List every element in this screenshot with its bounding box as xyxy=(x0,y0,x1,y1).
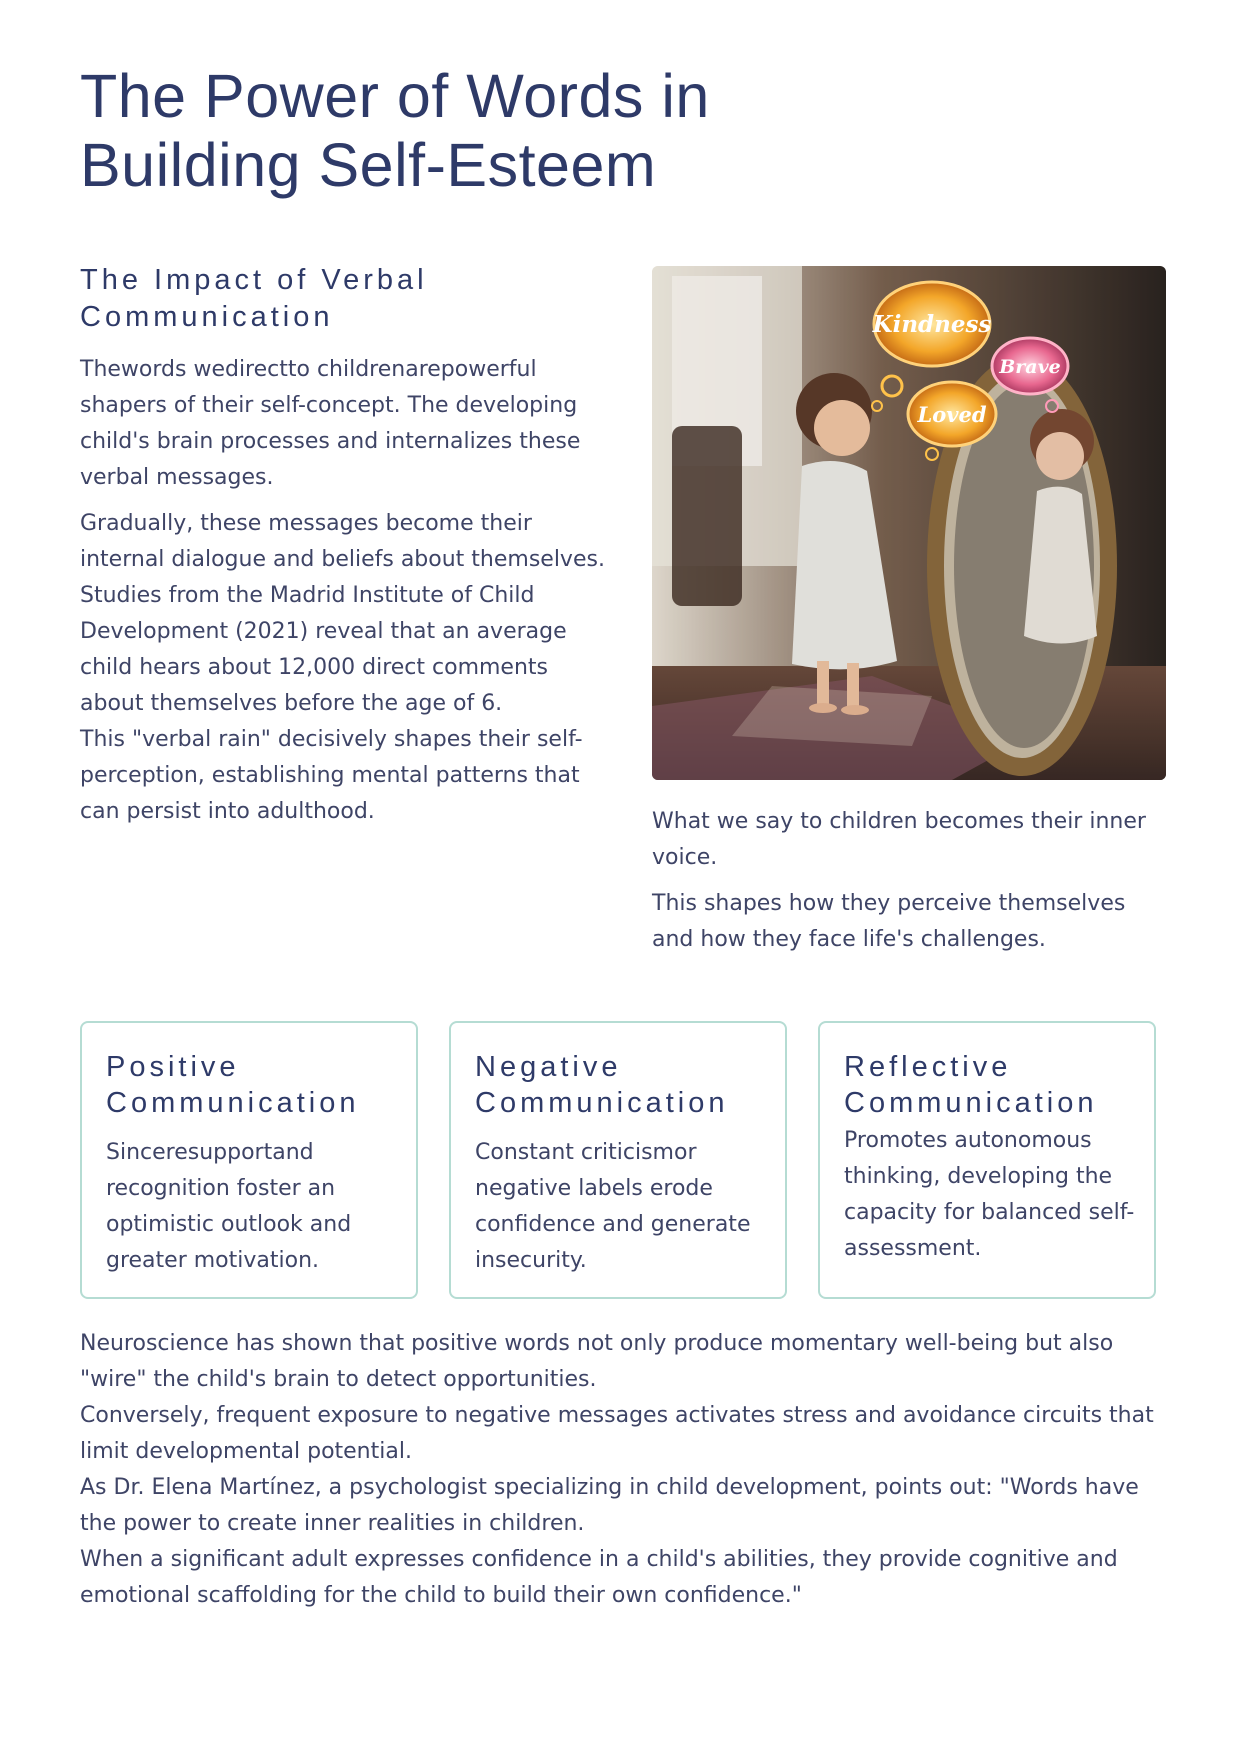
card-title-line-2: Communication xyxy=(844,1087,1098,1119)
intro-paragraph-3: This "verbal rain" decisively shapes their self-perception, establishing mental patterns that can persist into adulthood. xyxy=(80,727,583,824)
caption-paragraph-2: This shapes how they perceive themselves and how they face life's challenges. xyxy=(652,891,1126,952)
card-title-line-2: Communication xyxy=(106,1087,360,1119)
section-heading-line-1: The Impact of Verbal xyxy=(80,264,428,296)
card-text: Promotes autonomous thinking, developing the capacity for balanced self-assessment. xyxy=(844,1128,1135,1261)
card-title-line-1: Reflective xyxy=(844,1051,1012,1083)
bubble-loved: Loved xyxy=(917,402,987,427)
caption-paragraph-1: What we say to children becomes their inner voice. xyxy=(652,809,1146,870)
section-heading-line-2: Communication xyxy=(80,301,334,333)
closing-paragraph-4: When a significant adult expresses confidence in a child's abilities, they provide cognitive and emotional scaffolding for the child to build their own confidence." xyxy=(80,1547,1118,1608)
title-line-1: The Power of Words in xyxy=(80,62,710,130)
card-title xyxy=(106,1049,416,1121)
card-title-line-2: Communication xyxy=(475,1087,729,1119)
title-line-2: Building Self-Esteem xyxy=(80,131,657,199)
card-title xyxy=(475,1049,785,1121)
card-title-line-1: Negative xyxy=(475,1051,622,1083)
closing-paragraph-1: Neuroscience has shown that positive words not only produce momentary well-being but also "wire" the child's brain to detect opportunities. xyxy=(80,1331,1114,1392)
section-heading xyxy=(80,262,600,336)
card-title xyxy=(844,1049,1154,1121)
card-negative-communication xyxy=(449,1021,787,1299)
intro-paragraph-1: Thewords wedirectto childrenarepowerful shapers of their self-concept. The developing child's brain processes and internalizes these verbal messages. xyxy=(80,357,581,490)
child-mirror-photo xyxy=(652,266,1166,780)
intro-paragraph-2: Gradually, these messages become their internal dialogue and beliefs about themselves. Studies from the Madrid Institute of Child Development (2021) reveal that an average child hears about 12,000 direct comments about themselves before the age of 6. xyxy=(80,511,605,716)
intro-text-column xyxy=(80,352,610,840)
card-reflective-communication xyxy=(818,1021,1156,1299)
card-title-line-1: Positive xyxy=(106,1051,240,1083)
card-positive-communication xyxy=(80,1021,418,1299)
closing-text xyxy=(80,1326,1170,1614)
photo-caption xyxy=(652,804,1172,968)
page-title xyxy=(80,62,840,200)
closing-paragraph-3: As Dr. Elena Martínez, a psychologist specializing in child development, points out: "Words have the power to create inner realities in children. xyxy=(80,1475,1139,1536)
card-text: Constant criticismor negative labels erode confidence and generate insecurity. xyxy=(475,1140,751,1273)
bubble-brave: Brave xyxy=(999,356,1061,378)
card-text: Sinceresupportand recognition foster an optimistic outlook and greater motivation. xyxy=(106,1140,352,1273)
photo-illustration xyxy=(652,266,1166,780)
closing-paragraph-2: Conversely, frequent exposure to negative messages activates stress and avoidance circuits that limit developmental potential. xyxy=(80,1403,1154,1464)
bubble-kindness: Kindness xyxy=(872,311,992,338)
